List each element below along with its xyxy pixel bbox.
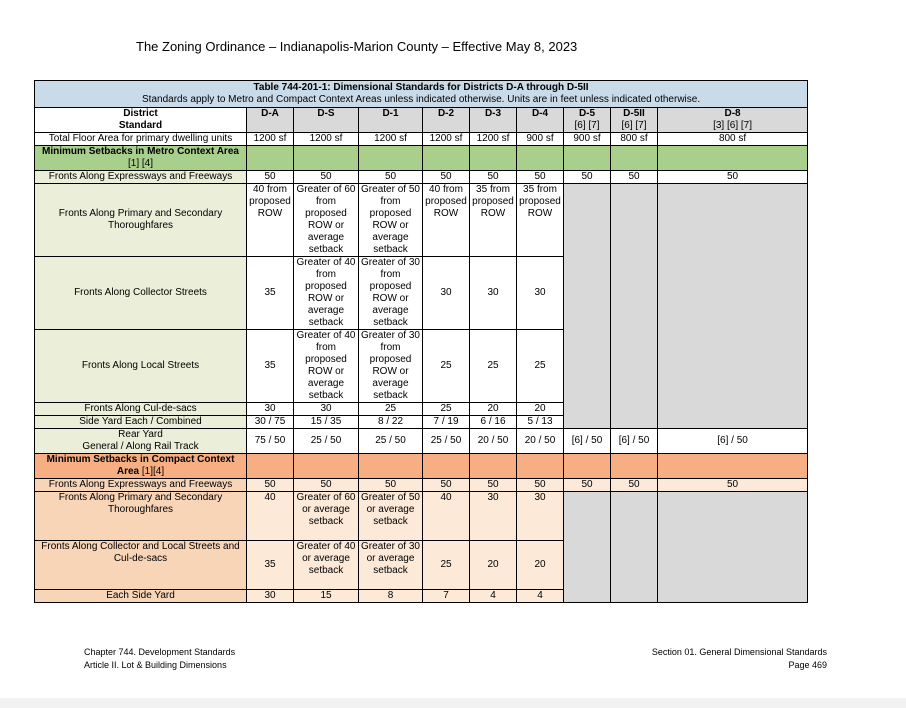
table-cell: 35 from proposed ROW xyxy=(470,184,517,257)
table-cell: 35 xyxy=(247,257,294,330)
table-row xyxy=(35,184,808,257)
column-header: District Standard xyxy=(35,108,247,133)
table-cell: 20 xyxy=(470,541,517,590)
table-cell: 20 / 50 xyxy=(470,429,517,454)
table-cell: 50 xyxy=(247,479,294,492)
table-cell: 40 from proposed ROW xyxy=(247,184,294,257)
table-cell: 50 xyxy=(423,171,470,184)
table-cell: 25 xyxy=(470,330,517,403)
table-cell: 50 xyxy=(470,479,517,492)
table-row xyxy=(35,171,808,184)
table-cell: 25 / 50 xyxy=(359,429,423,454)
column-header: D-1 xyxy=(359,108,423,133)
page-number: Page 469 xyxy=(788,660,827,670)
table-cell: 25 xyxy=(423,330,470,403)
table-cell: 1200 sf xyxy=(423,133,470,146)
table-cell: 50 xyxy=(359,479,423,492)
table-cell: Greater of 40 or average setback xyxy=(294,541,359,590)
row-label: Fronts Along Local Streets xyxy=(35,330,247,403)
table-cell: 50 xyxy=(611,479,658,492)
table-cell: Greater of 60 from proposed ROW or average setback xyxy=(294,184,359,257)
empty-cell xyxy=(564,184,611,429)
table-subtitle: Standards apply to Metro and Compact Context Areas unless indicated otherwise. Units are in feet unless indicated otherwise. xyxy=(142,94,701,105)
table-cell: 8 xyxy=(359,590,423,603)
table-cell: Greater of 50 from proposed ROW or average setback xyxy=(359,184,423,257)
table-cell: 15 / 35 xyxy=(294,416,359,429)
table-cell: 30 xyxy=(247,403,294,416)
table-cell: 50 xyxy=(658,479,808,492)
table-cell: 1200 sf xyxy=(294,133,359,146)
table-cell: 35 xyxy=(247,541,294,590)
table-cell: Greater of 60 or average setback xyxy=(294,492,359,541)
table-cell: 6 / 16 xyxy=(470,416,517,429)
table-cell: 30 xyxy=(517,492,564,541)
section-label: Minimum Setbacks in Compact Context Area [1][4] xyxy=(35,454,247,479)
table-cell: 4 xyxy=(517,590,564,603)
row-label: Rear Yard General / Along Rail Track xyxy=(35,429,247,454)
table-cell: 30 xyxy=(517,257,564,330)
empty-cell xyxy=(611,184,658,429)
table-cell: 50 xyxy=(423,479,470,492)
table-cell: [6] / 50 xyxy=(658,429,808,454)
column-header: D-2 xyxy=(423,108,470,133)
table-cell: 50 xyxy=(359,171,423,184)
table-title: Table 744-201-1: Dimensional Standards for Districts D-A through D-5II xyxy=(253,82,589,93)
page-header: The Zoning Ordinance – Indianapolis-Marion County – Effective May 8, 2023 xyxy=(136,39,578,54)
empty-cell xyxy=(564,492,611,603)
footer-chapter: Chapter 744. Development Standards xyxy=(84,647,236,657)
footer-article: Article II. Lot & Building Dimensions xyxy=(84,660,227,670)
table-row xyxy=(35,492,808,541)
table-cell: 30 xyxy=(470,492,517,541)
row-label: Side Yard Each / Combined xyxy=(35,416,247,429)
table-cell: 7 / 19 xyxy=(423,416,470,429)
table-cell: 25 / 50 xyxy=(423,429,470,454)
table-cell: [6] / 50 xyxy=(611,429,658,454)
column-header: D-A xyxy=(247,108,294,133)
table-cell: 35 from proposed ROW xyxy=(517,184,564,257)
table-cell: 50 xyxy=(294,479,359,492)
table-cell: 50 xyxy=(564,479,611,492)
table-cell: Greater of 50 or average setback xyxy=(359,492,423,541)
row-label: Fronts Along Collector Streets xyxy=(35,257,247,330)
row-label: Fronts Along Primary and Secondary Thoroughfares xyxy=(35,492,247,541)
table-cell: 20 xyxy=(517,541,564,590)
column-header: D-3 xyxy=(470,108,517,133)
table-cell: Greater of 30 or average setback xyxy=(359,541,423,590)
table-cell: Greater of 40 from proposed ROW or average setback xyxy=(294,257,359,330)
row-label: Each Side Yard xyxy=(35,590,247,603)
table-cell: 20 xyxy=(470,403,517,416)
table-title-row xyxy=(35,81,808,108)
table-cell: 1200 sf xyxy=(359,133,423,146)
table-cell: 15 xyxy=(294,590,359,603)
column-header: D-4 xyxy=(517,108,564,133)
dimensional-standards-table xyxy=(34,80,808,603)
table-cell: 30 / 75 xyxy=(247,416,294,429)
footer-section: Section 01. General Dimensional Standards xyxy=(651,647,827,657)
table-cell: Greater of 30 from proposed ROW or average setback xyxy=(359,330,423,403)
table-cell: 50 xyxy=(470,171,517,184)
table-cell: 4 xyxy=(470,590,517,603)
section-row-compact xyxy=(35,454,808,479)
table-cell: 8 / 22 xyxy=(359,416,423,429)
row-label: Total Floor Area for primary dwelling units xyxy=(35,133,247,146)
table-cell: [6] / 50 xyxy=(564,429,611,454)
table-cell: 40 xyxy=(423,492,470,541)
table-cell: 30 xyxy=(294,403,359,416)
table-cell: 7 xyxy=(423,590,470,603)
empty-cell xyxy=(658,184,808,429)
table-cell: 40 from proposed ROW xyxy=(423,184,470,257)
table-cell: 40 xyxy=(247,492,294,541)
row-label: Fronts Along Collector and Local Streets and Cul-de-sacs xyxy=(35,541,247,590)
table-cell: 50 xyxy=(247,171,294,184)
table-cell: 50 xyxy=(517,171,564,184)
table-title-cell xyxy=(35,81,808,108)
table-cell: 20 / 50 xyxy=(517,429,564,454)
table-cell: 25 xyxy=(423,541,470,590)
table-cell: 50 xyxy=(611,171,658,184)
table-cell: 800 sf xyxy=(658,133,808,146)
viewer-bottom-bar xyxy=(0,698,906,708)
row-label: Fronts Along Primary and Secondary Thoroughfares xyxy=(35,184,247,257)
table-row xyxy=(35,133,808,146)
column-header: D-5 [6] [7] xyxy=(564,108,611,133)
section-label: Minimum Setbacks in Metro Context Area [1] [4] xyxy=(35,146,247,171)
table-cell: 1200 sf xyxy=(470,133,517,146)
footer-right xyxy=(652,646,827,672)
table-cell: 25 xyxy=(423,403,470,416)
table-cell: 800 sf xyxy=(611,133,658,146)
table-row xyxy=(35,429,808,454)
table-cell: 50 xyxy=(564,171,611,184)
table-cell: 25 xyxy=(517,330,564,403)
table-cell: 25 / 50 xyxy=(294,429,359,454)
table-cell: 1200 sf xyxy=(247,133,294,146)
row-label: Fronts Along Cul-de-sacs xyxy=(35,403,247,416)
column-header-row xyxy=(35,108,808,133)
row-label: Fronts Along Expressways and Freeways xyxy=(35,479,247,492)
table-cell: Greater of 40 from proposed ROW or average setback xyxy=(294,330,359,403)
table-row xyxy=(35,479,808,492)
table-cell: 35 xyxy=(247,330,294,403)
section-row-metro xyxy=(35,146,808,171)
table-cell: 30 xyxy=(247,590,294,603)
table-cell: 30 xyxy=(423,257,470,330)
table-cell: 900 sf xyxy=(564,133,611,146)
table-cell: 50 xyxy=(517,479,564,492)
column-header: D-8 [3] [6] [7] xyxy=(658,108,808,133)
table-cell: 900 sf xyxy=(517,133,564,146)
table-cell: Greater of 30 from proposed ROW or average setback xyxy=(359,257,423,330)
table-cell: 75 / 50 xyxy=(247,429,294,454)
empty-cell xyxy=(658,492,808,603)
empty-cell xyxy=(611,492,658,603)
table-cell: 50 xyxy=(658,171,808,184)
table-cell: 50 xyxy=(294,171,359,184)
table-cell: 20 xyxy=(517,403,564,416)
table-cell: 30 xyxy=(470,257,517,330)
column-header: D-5II [6] [7] xyxy=(611,108,658,133)
row-label: Fronts Along Expressways and Freeways xyxy=(35,171,247,184)
footer-left xyxy=(84,646,235,672)
column-header: D-S xyxy=(294,108,359,133)
table-cell: 25 xyxy=(359,403,423,416)
table-cell: 5 / 13 xyxy=(517,416,564,429)
